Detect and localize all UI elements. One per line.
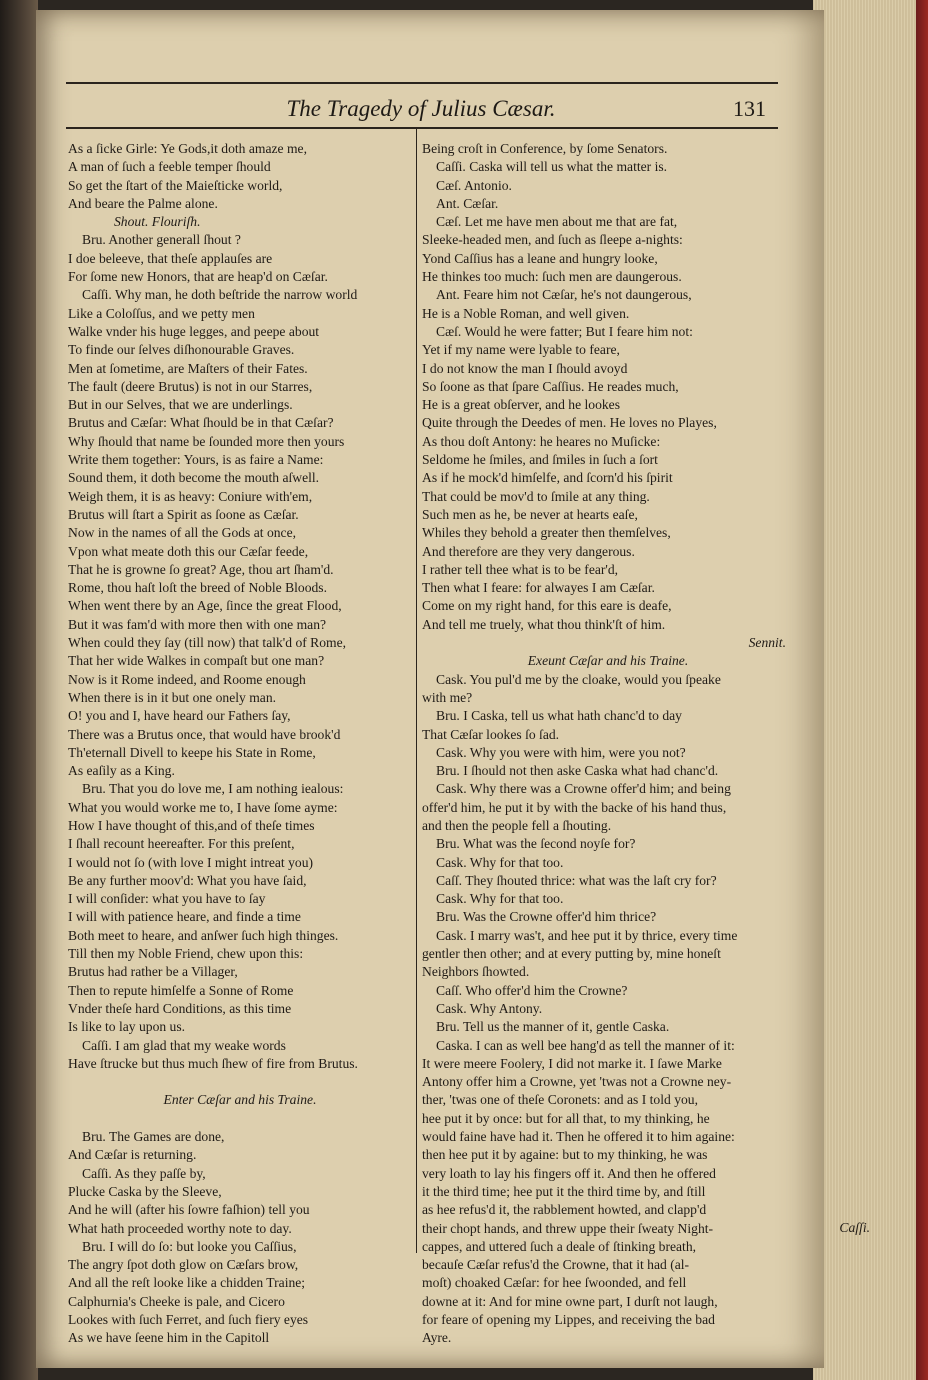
speech-line: Ant. Cæſar. — [436, 195, 499, 211]
stage-direction: Sennit. — [748, 635, 786, 651]
verse-line: I doe beleeve, that theſe applauſes are — [68, 250, 273, 266]
speech-line: Bru. I ſhould not then aske Caska what had chanc'd. — [436, 763, 719, 779]
verse-line: O! you and I, have heard our Fathers ſay, — [68, 708, 291, 724]
verse-line: would faine have had it. Then he offered it to him againe: — [422, 1129, 735, 1145]
verse-line: Th'eternall Divell to keepe his State in Rome, — [68, 744, 316, 760]
speech-line: Caſſ. Who offer'd him the Crowne? — [436, 982, 628, 998]
verse-line: Brutus had rather be a Villager, — [68, 964, 238, 980]
verse-line: And beare the Palme alone. — [68, 195, 218, 211]
verse-line: Weigh them, it is as heavy: Coniure with'em, — [68, 488, 313, 504]
verse-line: As eaſily as a King. — [68, 763, 175, 779]
verse-line: downe at it: And for mine owne part, I durſt not laugh, — [422, 1293, 718, 1309]
verse-line: it the third time; hee put it the third time by, and ſtill — [422, 1183, 706, 1199]
speech-line: Bru. Tell us the manner of it, gentle Caska. — [436, 1019, 670, 1035]
verse-line: Why ſhould that name be ſounded more then yours — [68, 433, 345, 449]
verse-line: It were meere Foolery, I did not marke it. I ſawe Marke — [422, 1055, 722, 1071]
column-divider — [416, 128, 417, 1253]
running-title: The Tragedy of Julius Cæsar. — [286, 96, 556, 121]
speech-line: Caſſi. I am glad that my weake words — [82, 1037, 286, 1053]
verse-line: with me? — [422, 689, 473, 705]
verse-line: That he is growne ſo great? Age, thou art ſham'd. — [68, 561, 334, 577]
verse-line: There was a Brutus once, that would have brook'd — [68, 726, 341, 742]
speech-line: Caſſ. They ſhouted thrice: what was the laſt cry for? — [436, 872, 717, 888]
speech-line: Bru. Was the Crowne offer'd him thrice? — [436, 909, 657, 925]
verse-line: Such men as he, be never at hearts eaſe, — [422, 506, 638, 522]
verse-line: I rather tell thee what is to be fear'd, — [422, 561, 619, 577]
blank-line — [68, 1073, 412, 1091]
verse-line: Seldome he ſmiles, and ſmiles in ſuch a ſort — [422, 452, 658, 468]
verse-line: A man of ſuch a feeble temper ſhould — [68, 159, 271, 175]
verse-line: He is a Noble Roman, and well given. — [422, 305, 630, 321]
speech-line: Caska. I can as well bee hang'd as tell the manner of it: — [436, 1037, 735, 1053]
verse-line: Rome, thou haſt loſt the breed of Noble Bloods. — [68, 580, 327, 596]
right-column — [422, 140, 794, 1348]
speech-line: Bru. The Games are done, — [82, 1129, 225, 1145]
speech-line: Caſſi. As they paſſe by, — [82, 1165, 206, 1181]
verse-line: As if he mock'd himſelfe, and ſcorn'd his ſpirit — [422, 470, 673, 486]
speech-line: Cask. Why for that too. — [436, 854, 564, 870]
verse-line: But in our Selves, that we are underlings. — [68, 397, 293, 413]
verse-line: Then to repute himſelfe a Sonne of Rome — [68, 982, 294, 998]
verse-line: Quite through the Deedes of men. He loves no Playes, — [422, 415, 717, 431]
verse-line: The angry ſpot doth glow on Cæſars brow, — [68, 1257, 299, 1273]
verse-line: moſt) choaked Cæſar: for hee ſwoonded, and fell — [422, 1275, 687, 1291]
verse-line: Have ſtrucke but thus much ſhew of fire from Brutus. — [68, 1055, 358, 1071]
top-rule — [66, 82, 778, 84]
verse-line: And all the reſt looke like a chidden Traine; — [68, 1275, 306, 1291]
verse-line: That could be mov'd to ſmile at any thing. — [422, 488, 650, 504]
verse-line: hee put it by once: but for all that, to my thinking, he — [422, 1110, 710, 1126]
speech-line: Bru. Another generall ſhout ? — [82, 232, 241, 248]
verse-line: I will conſider: what you have to ſay — [68, 891, 266, 907]
verse-line: I would not ſo (with love I might intreat you) — [68, 854, 314, 870]
verse-line: gentler then other; and at every putting by, mine honeſt — [422, 946, 721, 962]
verse-line: As a ſicke Girle: Ye Gods,it doth amaze me, — [68, 141, 307, 156]
verse-line: To finde our ſelves diſhonourable Graves. — [68, 342, 295, 358]
verse-line: Then what I feare: for alwayes I am Cæſar. — [422, 580, 655, 596]
verse-line: He is a great obſerver, and he lookes — [422, 397, 620, 413]
verse-line: Vnder theſe hard Conditions, as this time — [68, 1000, 292, 1016]
verse-line: for feare of opening my Lippes, and receiving the bad — [422, 1312, 715, 1327]
speech-line: Cask. Why you were with him, were you not? — [436, 744, 686, 760]
verse-line: Yond Caſſius has a leane and hungry looke, — [422, 250, 658, 266]
verse-line: But it was fam'd with more then with one man? — [68, 616, 327, 632]
book-cover-edge — [916, 0, 928, 1380]
stage-direction: Exeunt Cæſar and his Traine. — [527, 653, 689, 669]
verse-line: becauſe Cæſar refus'd the Crowne, that it had (al- — [422, 1257, 690, 1273]
verse-line: Calphurnia's Cheeke is pale, and Cicero — [68, 1293, 285, 1309]
verse-line: Lookes with ſuch Ferret, and ſuch fiery eyes — [68, 1312, 309, 1327]
verse-line: Like a Coloſſus, and we petty men — [68, 305, 255, 321]
verse-line: Brutus will ſtart a Spirit as ſoone as Cæſar. — [68, 506, 299, 522]
verse-line: Walke vnder his huge legges, and peepe about — [68, 323, 320, 339]
verse-line: When went there by an Age, ſince the great Flood, — [68, 598, 342, 614]
catchword: Caſſi. — [839, 1220, 870, 1235]
verse-line: So get the ſtart of the Maieſticke world, — [68, 177, 283, 193]
verse-line: For ſome new Honors, that are heap'd on Cæſar. — [68, 269, 328, 285]
verse-line: When there is in it but one onely man. — [68, 689, 277, 705]
book-binding — [0, 0, 38, 1380]
speech-line: Caſſi. Why man, he doth beſtride the narrow world — [82, 287, 358, 303]
verse-line: When could they ſay (till now) that talk'd of Rome, — [68, 635, 347, 651]
verse-line: I ſhall recount heereafter. For this preſent, — [68, 836, 295, 852]
verse-line: As we have ſeene him in the Capitoll — [68, 1330, 270, 1346]
speech-line: Cæſ. Antonio. — [436, 177, 512, 193]
verse-line: That Cæſar lookes ſo ſad. — [422, 726, 560, 742]
running-header — [66, 96, 776, 124]
stage-direction: Enter Cæſar and his Traine. — [163, 1092, 317, 1108]
speech-line: Caſſi. Caska will tell us what the matter is. — [436, 159, 668, 175]
verse-line: What you would worke me to, I have ſome ayme: — [68, 799, 338, 815]
speech-line: Bru. What was the ſecond noyſe for? — [436, 836, 636, 852]
verse-line: Till then my Noble Friend, chew upon this: — [68, 946, 304, 962]
speech-line: Bru. I will do ſo: but looke you Caſſius, — [82, 1238, 297, 1254]
speech-line: Cask. Why for that too. — [436, 891, 564, 907]
speech-line: Bru. I Caska, tell us what hath chanc'd to day — [436, 708, 682, 724]
verse-line: He thinkes too much: ſuch men are daungerous. — [422, 269, 682, 285]
verse-line: Sleeke-headed men, and ſuch as ſleepe a-nights: — [422, 232, 683, 248]
verse-line: Antony offer him a Crowne, yet 'twas not a Crowne ney- — [422, 1074, 732, 1090]
verse-line: As thou doſt Antony: he heares no Muſicke: — [422, 433, 661, 449]
verse-line: offer'd him, he put it by with the backe of his hand thus, — [422, 799, 727, 815]
speech-line: Cask. Why Antony. — [436, 1000, 543, 1016]
verse-line: Neighbors ſhowted. — [422, 964, 530, 980]
speech-line: Cask. I marry was't, and hee put it by thrice, every time — [436, 927, 738, 943]
speech-line: Cæſ. Let me have men about me that are fat, — [436, 214, 678, 230]
verse-line: as hee refus'd it, the rabblement howted, and clapp'd — [422, 1202, 707, 1218]
speech-line: Cask. You pul'd me by the cloake, would you ſpeake — [436, 671, 721, 687]
speech-line: Cask. Why there was a Crowne offer'd him; and being — [436, 781, 731, 797]
speech-line: Cæſ. Would he were fatter; But I feare him not: — [436, 323, 693, 339]
verse-line: And Cæſar is returning. — [68, 1147, 197, 1163]
verse-line: Ayre. — [422, 1330, 452, 1346]
verse-line: Write them together: Yours, is as faire a Name: — [68, 452, 324, 468]
speech-line: Bru. That you do love me, I am nothing iealous: — [82, 781, 344, 797]
verse-line: then hee put it by againe: but to my thinking, he was — [422, 1147, 708, 1163]
verse-line: The fault (deere Brutus) is not in our Starres, — [68, 378, 313, 394]
verse-line: Being croſt in Conference, by ſome Senators. — [422, 141, 668, 156]
verse-line: Whiles they behold a greater then themſelves, — [422, 525, 671, 541]
verse-line: How I have thought of this,and of theſe times — [68, 817, 315, 833]
verse-line: And tell me truely, what thou think'ſt of him. — [422, 616, 666, 632]
verse-line: Both meet to heare, and anſwer ſuch high thinges. — [68, 927, 339, 943]
verse-line: cappes, and uttered ſuch a deale of ſtinking breath, — [422, 1238, 697, 1254]
verse-line: Yet if my name were lyable to feare, — [422, 342, 620, 358]
verse-line: Vpon what meate doth this our Cæſar feede, — [68, 543, 309, 559]
page-edges — [813, 0, 928, 1380]
verse-line: Be any further moov'd: What you have ſaid, — [68, 872, 307, 888]
verse-line: Men at ſometime, are Maſters of their Fates. — [68, 360, 308, 376]
left-column — [68, 140, 412, 1348]
speech-line: Ant. Feare him not Cæſar, he's not daungerous, — [436, 287, 692, 303]
verse-line: Sound them, it doth become the mouth aſwell. — [68, 470, 320, 486]
stage-direction: Shout. Flouriſh. — [114, 214, 201, 230]
verse-line: their chopt hands, and threw uppe their ſweaty Night- — [422, 1220, 714, 1236]
page-number: 131 — [733, 96, 766, 121]
header-rule — [66, 127, 778, 129]
verse-line: And he will (after his ſowre faſhion) tell you — [68, 1202, 310, 1218]
verse-line: Brutus and Cæſar: What ſhould be in that Cæſar? — [68, 415, 334, 431]
verse-line: So ſoone as that ſpare Caſſius. He reades much, — [422, 378, 679, 394]
verse-line: Come on my right hand, for this eare is deafe, — [422, 598, 672, 614]
verse-line: Plucke Caska by the Sleeve, — [68, 1183, 222, 1199]
verse-line: and then the people fell a ſhouting. — [422, 817, 612, 833]
blank-line — [68, 1110, 412, 1128]
verse-line: Now is it Rome indeed, and Roome enough — [68, 671, 306, 687]
verse-line: Is like to lay upon us. — [68, 1019, 186, 1035]
verse-line: I do not know the man I ſhould avoyd — [422, 360, 628, 376]
verse-line: That her wide Walkes in compaſt but one man? — [68, 653, 325, 669]
verse-line: Now in the names of all the Gods at once, — [68, 525, 297, 541]
verse-line: What hath proceeded worthy note to day. — [68, 1220, 292, 1236]
verse-line: I will with patience heare, and finde a time — [68, 909, 301, 925]
verse-line: very loath to lay his fingers off it. And then he offered — [422, 1165, 716, 1181]
verse-line: And therefore are they very dangerous. — [422, 543, 635, 559]
verse-line: ther, 'twas one of theſe Coronets: and as I told you, — [422, 1092, 698, 1108]
